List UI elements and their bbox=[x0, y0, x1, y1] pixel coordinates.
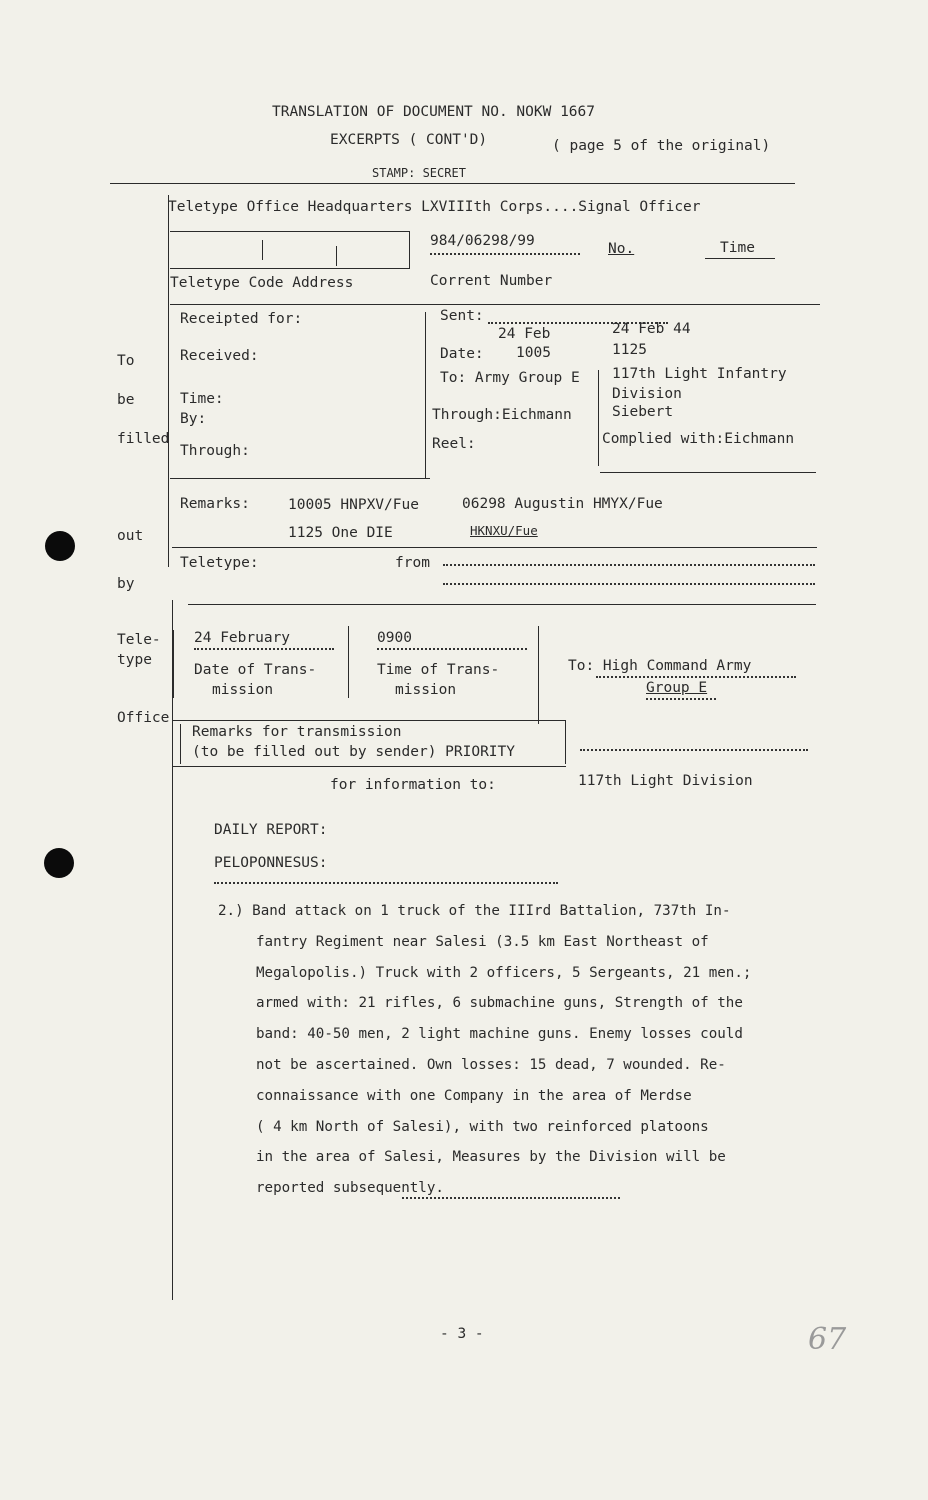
group-dots bbox=[646, 698, 716, 700]
report-end-dots bbox=[402, 1197, 620, 1199]
side-label-to: To bbox=[117, 353, 135, 369]
remarks-value-1a: 10005 HNPXV/Fue bbox=[288, 497, 419, 513]
trans-divider-2 bbox=[538, 626, 539, 724]
priority-dots bbox=[580, 749, 808, 751]
received-date-value: 24 Feb 44 bbox=[612, 321, 691, 337]
remarks-for-transmission bbox=[192, 722, 515, 762]
receipt-bottom-rule bbox=[170, 478, 430, 479]
remarks-trans-line-2: (to be filled out by sender) PRIORITY bbox=[192, 744, 516, 760]
time-label: Time bbox=[720, 240, 755, 256]
report-line: armed with: 21 rifles, 6 submachine guns, Strength of the bbox=[256, 995, 743, 1012]
to-high-command-dots bbox=[596, 676, 796, 678]
side-label-type: type bbox=[117, 652, 152, 668]
form-left-border bbox=[168, 195, 169, 567]
remarks-value-2b: HKNXU/Fue bbox=[470, 523, 538, 538]
remarks-trans-left bbox=[180, 724, 181, 764]
date-of-transmission-label bbox=[194, 660, 316, 700]
no-label: No. bbox=[608, 241, 635, 257]
reel-label: Reel: bbox=[432, 436, 476, 452]
remarks-label: Remarks: bbox=[180, 496, 250, 512]
signer-name: Siebert bbox=[612, 404, 674, 420]
report-line: 2.) Band attack on 1 truck of the IIIrd Battalion, 737th In- bbox=[218, 903, 731, 919]
current-number-value: 984/06298/99 bbox=[430, 233, 535, 249]
report-line: ( 4 km North of Salesi), with two reinforced platoons bbox=[256, 1118, 709, 1135]
form-left-border-lower bbox=[172, 600, 173, 1300]
document-title: TRANSLATION OF DOCUMENT NO. NOKW 1667 bbox=[272, 104, 596, 120]
sent-divider bbox=[598, 370, 599, 466]
time-of-transmission-label bbox=[377, 660, 499, 700]
date-label: Date: bbox=[440, 346, 484, 362]
report-line: Megalopolis.) Truck with 2 officers, 5 Sergeants, 21 men.; bbox=[256, 964, 752, 981]
remarks-trans-right bbox=[565, 720, 566, 764]
remarks-trans-line-1: Remarks for transmission bbox=[192, 724, 402, 740]
punch-hole-bottom bbox=[44, 848, 74, 878]
side-label-tele: Tele- bbox=[117, 632, 161, 648]
trans-date-value: 24 February bbox=[194, 630, 291, 646]
region-heading: PELOPONNESUS: bbox=[214, 855, 328, 871]
report-line: in the area of Salesi, Measures by the Division will be bbox=[256, 1149, 726, 1166]
to-division-line-2: Division bbox=[612, 386, 682, 402]
trans-time-dots bbox=[377, 648, 527, 650]
code-address-label: Teletype Code Address bbox=[170, 275, 354, 291]
receipt-divider bbox=[425, 312, 426, 478]
teletype-office-line: Teletype Office Headquarters LXVIIIth Corps....Signal Officer bbox=[168, 199, 701, 215]
daily-report-heading: DAILY REPORT: bbox=[214, 822, 328, 838]
code-box-bottom bbox=[170, 268, 410, 269]
from-label: from bbox=[395, 555, 430, 571]
side-label-be: be bbox=[117, 392, 135, 408]
trans-box-left bbox=[173, 630, 174, 698]
time-trans-line-1: Time of Trans- bbox=[377, 662, 500, 678]
received-time-value: 1125 bbox=[612, 342, 647, 358]
through-eichmann-label: Through:Eichmann bbox=[432, 407, 572, 423]
time-receipt-label: Time: bbox=[180, 391, 224, 407]
report-line: fantry Regiment near Salesi (3.5 km East Northeast of bbox=[256, 933, 709, 950]
region-dots bbox=[214, 882, 558, 884]
excerpts-heading: EXCERPTS ( CONT'D) bbox=[330, 132, 488, 148]
report-line: not be ascertained. Own losses: 15 dead, 7 wounded. Re- bbox=[256, 1056, 726, 1073]
section-rule-4 bbox=[172, 766, 566, 767]
from-dots-2 bbox=[443, 583, 815, 585]
trans-date-dots bbox=[194, 648, 334, 650]
time-underline bbox=[705, 258, 775, 259]
receipted-for-label: Receipted for: bbox=[180, 311, 303, 327]
for-information-value: 117th Light Division bbox=[578, 773, 753, 789]
through-receipt-label: Through: bbox=[180, 443, 250, 459]
to-division-line-1: 117th Light Infantry bbox=[612, 366, 787, 382]
date-trans-line-1: Date of Trans- bbox=[194, 662, 317, 678]
section-rule-3 bbox=[188, 604, 816, 605]
section-rule-1 bbox=[170, 304, 820, 305]
current-number-label: Corrent Number bbox=[430, 273, 553, 289]
by-label: By: bbox=[180, 411, 207, 427]
current-number-dots bbox=[430, 253, 580, 255]
code-box-divider-1 bbox=[262, 240, 263, 260]
to-high-command: To: High Command Army bbox=[568, 658, 752, 674]
code-box-top bbox=[170, 231, 410, 232]
sent-date: 24 Feb bbox=[498, 326, 551, 342]
trans-time-value: 0900 bbox=[377, 630, 412, 646]
date-trans-line-2: mission bbox=[212, 682, 274, 698]
punch-hole-top bbox=[45, 531, 75, 561]
side-label-by: by bbox=[117, 576, 135, 592]
report-line: band: 40-50 men, 2 light machine guns. Enemy losses could bbox=[256, 1026, 743, 1043]
date-time-value: 1005 bbox=[516, 345, 551, 361]
page-reference: ( page 5 of the original) bbox=[552, 138, 771, 154]
trans-divider-1 bbox=[348, 626, 349, 698]
code-box-divider-2 bbox=[336, 246, 337, 266]
for-information-label: for information to: bbox=[330, 777, 496, 793]
page-number: - 3 - bbox=[440, 1326, 484, 1342]
complied-with-label: Complied with:Eichmann bbox=[602, 431, 795, 447]
remarks-trans-top bbox=[172, 720, 566, 721]
to-army-group-label: To: Army Group E bbox=[440, 370, 580, 386]
side-label-out: out bbox=[117, 528, 144, 544]
time-trans-line-2: mission bbox=[395, 682, 457, 698]
report-line: reported subsequently. bbox=[256, 1180, 444, 1197]
remarks-value-1b: 06298 Augustin HMYX/Fue bbox=[462, 496, 663, 512]
side-label-office: Office bbox=[117, 710, 170, 726]
to-division-value bbox=[612, 364, 787, 404]
from-dots-1 bbox=[443, 564, 815, 566]
stamp-secret: STAMP: SECRET bbox=[372, 166, 466, 180]
sent-label: Sent: bbox=[440, 308, 484, 324]
complied-rule bbox=[600, 472, 816, 473]
code-box-right bbox=[409, 231, 410, 269]
form-top-rule bbox=[110, 183, 795, 184]
received-label: Received: bbox=[180, 348, 259, 364]
side-label-filled: filled bbox=[117, 431, 170, 447]
to-high-command-group: Group E bbox=[646, 680, 708, 696]
section-rule-2 bbox=[172, 547, 817, 548]
report-body bbox=[218, 896, 751, 1204]
teletype-label: Teletype: bbox=[180, 555, 259, 571]
report-line: connaissance with one Company in the area of Merdse bbox=[256, 1087, 692, 1104]
handwritten-folio: 67 bbox=[808, 1322, 847, 1357]
remarks-value-2a: 1125 One DIE bbox=[288, 525, 393, 541]
